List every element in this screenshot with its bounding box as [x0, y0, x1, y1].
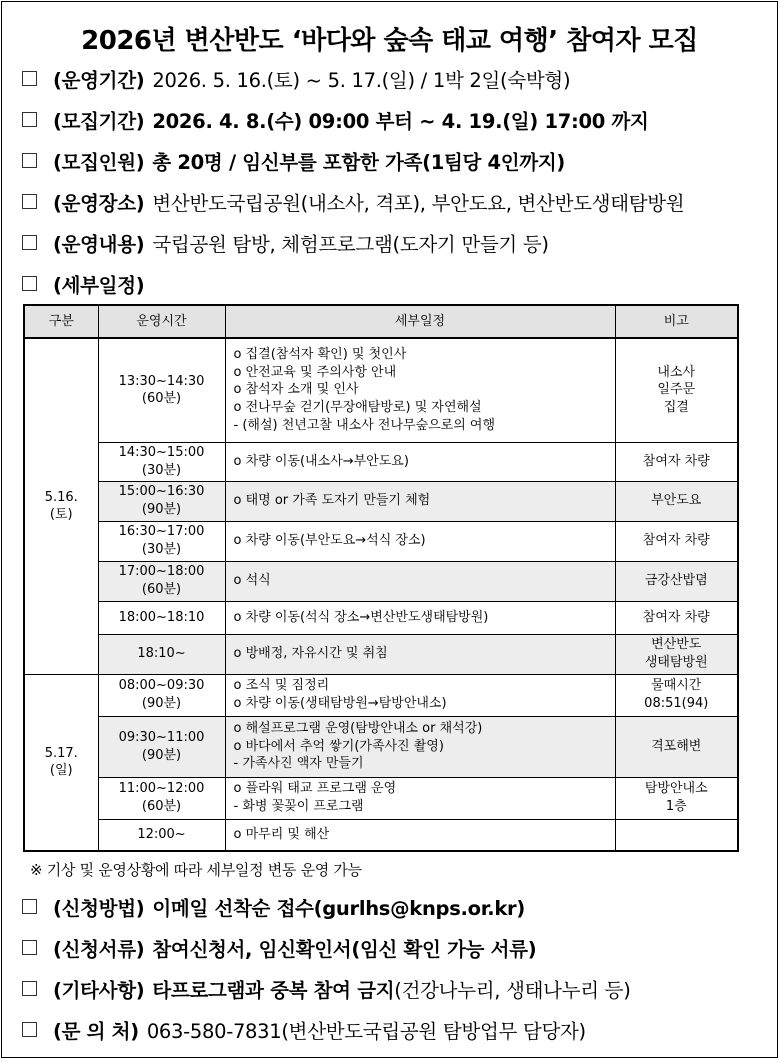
table-row [24, 777, 738, 819]
time-cell [98, 777, 225, 819]
cell-line: - 가족사진 액자 만들기 [233, 756, 364, 772]
item-text: 타프로그램과 중복 참여 금지 [152, 978, 395, 1002]
checkbox-square-icon [22, 981, 37, 996]
item-text: 참여신청서, 임신확인서(임신 확인 가능 서류) [152, 937, 537, 961]
cell-line: o 차량 이동(내소사→부안도요) [233, 453, 409, 469]
info-list-top [2, 58, 777, 304]
info-item-schedule [2, 263, 777, 304]
page-title: 2026년 변산반도 ‘바다와 숲속 태교 여행’ 참여자 모집 [81, 26, 698, 56]
cell-line: 15:00~16:30 [118, 484, 205, 500]
schedule-cell [225, 481, 615, 521]
item-label: (신청방법) [53, 896, 145, 920]
item-text: 총 20명 / 임신부를 포함한 가족(1팀당 4인까지) [152, 150, 566, 174]
remark-cell [615, 777, 738, 819]
remark-cell [615, 634, 738, 674]
table-row [24, 819, 738, 851]
info-item-apply-method [2, 886, 777, 927]
cell-line: o 태명 or 가족 도자기 만들기 체험 [233, 493, 431, 509]
table-row [24, 442, 738, 481]
item-text-tail: (건강나누리, 생태나누리 등) [394, 978, 631, 1002]
cell-line: 18:00~18:10 [118, 609, 205, 625]
time-cell [98, 674, 225, 716]
remark-cell [615, 338, 738, 442]
cell-line: - 화병 꽃꽂이 프로그램 [233, 799, 364, 814]
item-label: (운영내용) [53, 232, 145, 256]
schedule-cell [225, 634, 615, 674]
item-label: (모집인원) [53, 150, 145, 174]
cell-line: 생태탐방원 [644, 655, 708, 670]
cell-line: o 집결(참석자 확인) 및 첫인사 [233, 347, 407, 363]
cell-line: o 차량 이동(석식 장소→변산반도생태탐방원) [233, 609, 489, 625]
time-cell [98, 601, 225, 634]
cell-line: - (해설) 천년고찰 내소사 전나무숲으로의 여행 [233, 417, 496, 433]
cell-line: 참여자 차량 [642, 453, 710, 469]
cell-line: (60분) [141, 391, 182, 407]
checkbox-square-icon [22, 899, 37, 914]
schedule-cell [225, 601, 615, 634]
item-text: 2026. 4. 8.(수) 09:00 부터 ~ 4. 19.(일) 17:00 까지 [152, 109, 649, 133]
cell-line: (60분) [141, 582, 182, 597]
header-cell: 구분 [24, 305, 98, 338]
item-text: 2026. 5. 16.(토) ~ 5. 17.(일) / 1박 2일(숙박형) [152, 68, 571, 92]
cell-line: 5.16. [44, 489, 78, 505]
table-row [24, 521, 738, 561]
checkbox-square-icon [22, 276, 37, 291]
item-label: (운영장소) [53, 191, 145, 215]
schedule-cell [225, 777, 615, 819]
item-label: (세부일정) [53, 273, 145, 297]
cell-line: o 해설프로그램 운영(탐방안내소 or 채석강) [233, 721, 483, 737]
info-list-bottom [2, 886, 777, 1050]
checkbox-square-icon [22, 153, 37, 168]
cell-line: 집결 [663, 400, 689, 416]
schedule-cell [225, 561, 615, 601]
cell-line: 14:30~15:00 [118, 444, 205, 460]
cell-line: o 플라워 태교 프로그램 운영 [233, 781, 397, 797]
item-text: 국립공원 탐방, 체험프로그램(도자기 만들기 등) [152, 232, 549, 256]
cell-line: 18:10~ [137, 646, 186, 662]
cell-line: (90분) [141, 502, 182, 517]
item-text: 변산반도국립공원(내소사, 격포), 부안도요, 변산반도생태탐방원 [152, 191, 685, 215]
schedule-cell [225, 716, 615, 777]
info-item-contact [2, 1009, 777, 1050]
info-item-period [2, 58, 777, 99]
table-row [24, 674, 738, 716]
remark-cell [615, 442, 738, 481]
checkbox-square-icon [22, 194, 37, 209]
info-item-content [2, 222, 777, 263]
cell-line: 참여자 차량 [642, 533, 710, 549]
table-row [24, 338, 738, 442]
cell-line: 16:30~17:00 [118, 524, 205, 540]
item-label: (운영기간) [53, 68, 145, 92]
cell-line: (일) [49, 763, 73, 779]
info-item-documents [2, 927, 777, 968]
cell-line: 물때시간 [651, 678, 702, 694]
time-cell [98, 716, 225, 777]
date-cell [24, 674, 98, 851]
time-cell [98, 819, 225, 851]
table-header-row [24, 305, 738, 338]
item-label: (모집기간) [53, 109, 145, 133]
cell-line: 08:51(94) [644, 696, 709, 711]
remark-cell [615, 674, 738, 716]
info-item-venue [2, 181, 777, 222]
cell-line: o 조식 및 짐정리 [233, 678, 330, 694]
cell-line: o 차량 이동(부안도요→석식 장소) [233, 533, 426, 549]
cell-line: o 전나무숲 걷기(무장애탐방로) 및 자연해설 [233, 400, 482, 416]
checkbox-square-icon [22, 235, 37, 250]
table-row [24, 634, 738, 674]
cell-line: (30분) [141, 462, 182, 478]
item-label: (문 의 처) [53, 1019, 139, 1043]
table-row [24, 601, 738, 634]
table-row [24, 716, 738, 777]
schedule-cell [225, 674, 615, 716]
cell-line: o 차량 이동(생태탐방원→탐방안내소) [233, 696, 447, 711]
cell-line: 격포해변 [651, 738, 702, 754]
remark-cell [615, 601, 738, 634]
cell-line: o 안전교육 및 주의사항 안내 [233, 364, 397, 380]
checkbox-square-icon [22, 112, 37, 127]
cell-line: 08:00~09:30 [118, 678, 205, 694]
header-cell: 세부일정 [225, 305, 615, 338]
cell-line: 부안도요 [651, 493, 702, 509]
checkbox-square-icon [22, 940, 37, 955]
cell-line: 13:30~14:30 [118, 373, 205, 389]
item-label: (신청서류) [53, 937, 145, 961]
schedule-cell [225, 442, 615, 481]
cell-line: 참여자 차량 [642, 609, 710, 625]
item-label: (기타사항) [53, 978, 145, 1002]
document-page [1, 1, 778, 1058]
info-item-recruit-period [2, 99, 777, 140]
info-item-headcount [2, 140, 777, 181]
cell-line: 변산반도 [651, 637, 702, 653]
cell-line: 내소사 [657, 364, 696, 380]
cell-line: 12:00~ [137, 826, 186, 842]
cell-line: o 방배정, 자유시간 및 취침 [233, 646, 388, 662]
time-cell [98, 561, 225, 601]
cell-line: 17:00~18:00 [118, 564, 205, 580]
cell-line: 11:00~12:00 [118, 781, 205, 797]
cell-line: o 참석자 소개 및 인사 [233, 382, 359, 398]
cell-line: (60분) [141, 799, 182, 814]
info-item-other [2, 968, 777, 1009]
remark-cell [615, 819, 738, 851]
cell-line: 탐방안내소 [644, 781, 708, 797]
remark-cell [615, 481, 738, 521]
cell-line: (90분) [141, 747, 182, 763]
cell-line: 5.17. [44, 745, 78, 761]
time-cell [98, 521, 225, 561]
remark-cell [615, 716, 738, 777]
remark-cell [615, 521, 738, 561]
time-cell [98, 442, 225, 481]
date-cell [24, 338, 98, 674]
header-cell: 운영시간 [98, 305, 225, 338]
checkbox-square-icon [22, 71, 37, 86]
cell-line: (90분) [141, 696, 182, 711]
schedule-cell [225, 819, 615, 851]
schedule-table [23, 304, 739, 852]
cell-line: (30분) [141, 542, 182, 557]
cell-line: 금강산밥뎜 [644, 573, 708, 589]
cell-line: o 바다에서 추억 쌓기(가족사진 촬영) [233, 738, 444, 754]
schedule-cell [225, 521, 615, 561]
cell-line: o 석식 [233, 573, 271, 589]
time-cell [98, 338, 225, 442]
cell-line: 일주문 [657, 382, 696, 398]
header-cell: 비고 [615, 305, 738, 338]
schedule-cell [225, 338, 615, 442]
time-cell [98, 634, 225, 674]
schedule-table-wrapper [23, 304, 737, 852]
cell-line: 1층 [665, 799, 687, 814]
checkbox-square-icon [22, 1022, 37, 1037]
time-cell [98, 481, 225, 521]
item-text: 063-580-7831(변산반도국립공원 탐방업무 담당자) [146, 1019, 586, 1043]
table-row [24, 481, 738, 521]
remark-cell [615, 561, 738, 601]
notice-text: ※ 기상 및 운영상황에 따라 세부일정 변동 운영 가능 [30, 860, 362, 879]
cell-line: 09:30~11:00 [118, 729, 205, 745]
item-text: 이메일 선착순 접수(gurlhs@knps.or.kr) [152, 896, 525, 920]
cell-line: o 마무리 및 해산 [233, 826, 330, 842]
cell-line: (토) [49, 507, 73, 523]
table-row [24, 561, 738, 601]
